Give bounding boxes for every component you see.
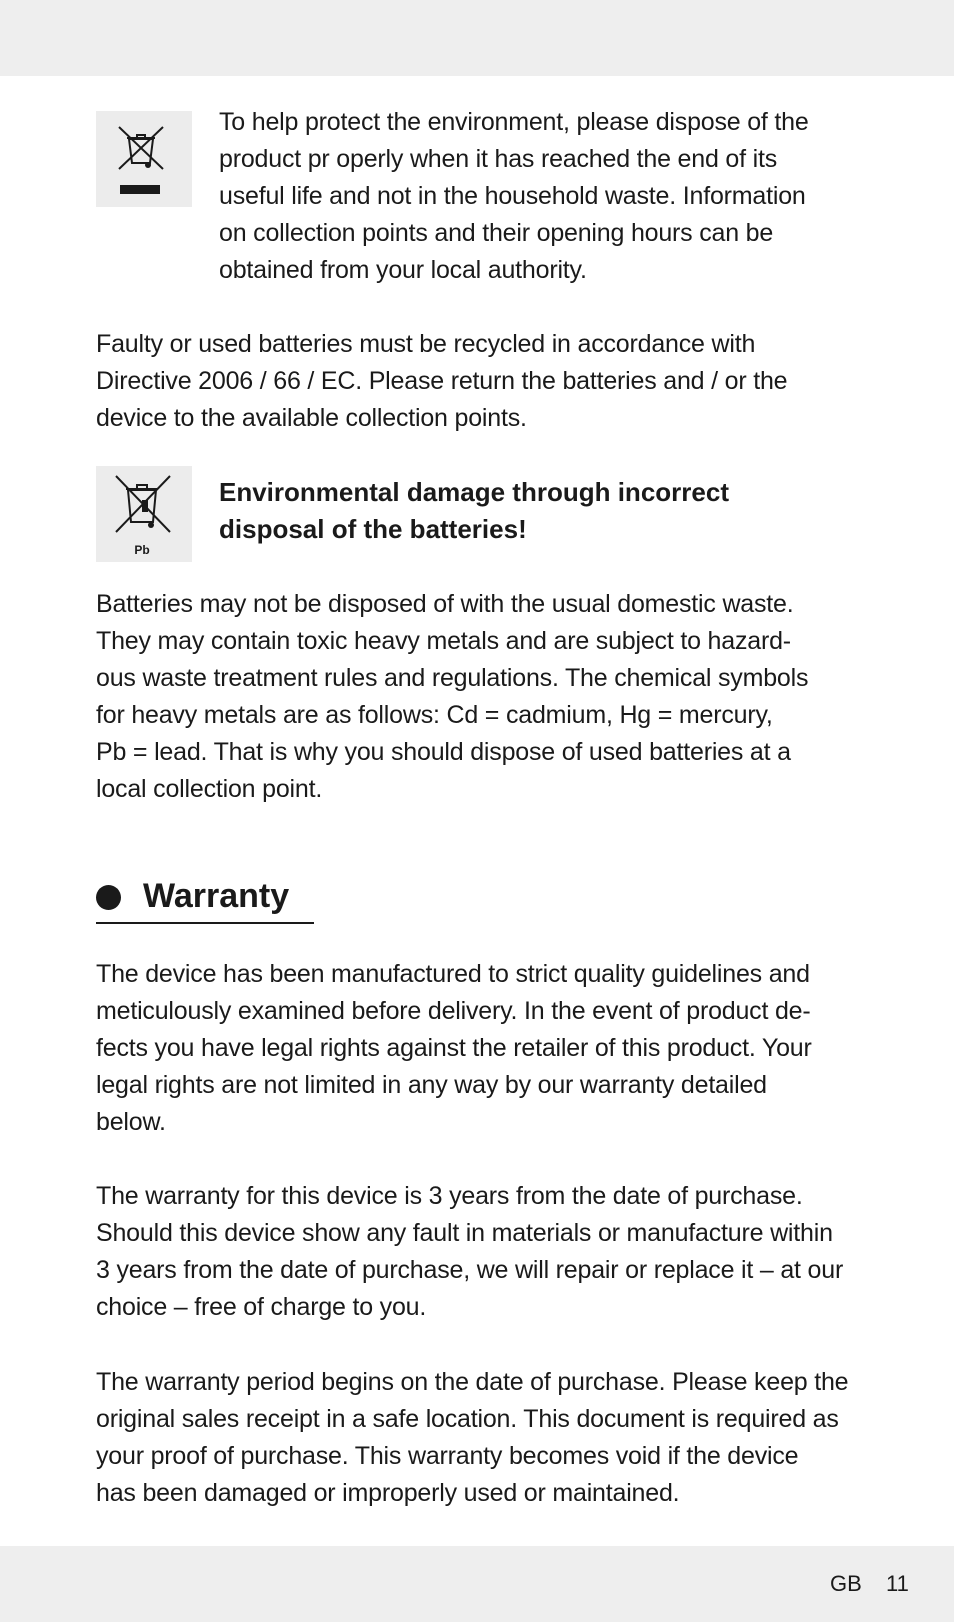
bullet-icon [96,885,121,910]
text-line: original sales receipt in a safe location. This document is required as [96,1405,839,1433]
text-line: ous waste treatment rules and regulations. The chemical symbols [96,664,809,692]
warranty-paragraph-2 [96,1178,843,1326]
weee-symbol [96,111,192,207]
crossed-out-wheelie-bin-icon [96,111,192,207]
text-line: The device has been manufactured to strict quality guidelines and [96,960,810,988]
text-line: for heavy metals are as follows: Cd = cadmium, Hg = mercury, [96,701,773,729]
footer-band [0,1546,954,1622]
text-line: Faulty or used batteries must be recycled in accordance with [96,330,756,358]
text-line: useful life and not in the household waste. Information [219,182,806,210]
warranty-paragraph-3 [96,1364,848,1512]
warranty-paragraph-1 [96,956,812,1141]
text-line: Should this device show any fault in materials or manufacture within [96,1219,833,1247]
text-line: Directive 2006 / 66 / EC. Please return the batteries and / or the [96,367,788,395]
page-number: 11 [886,1571,909,1596]
text-line: 3 years from the date of purchase, we will repair or replace it – at our [96,1256,844,1284]
text-line: fects you have legal rights against the retailer of this product. Your [96,1034,812,1062]
pb-label: Pb [134,543,150,557]
text-line: device to the available collection points. [96,404,527,432]
text-line: Batteries may not be disposed of with the usual domestic waste. [96,590,794,618]
battery-disposal-symbol [96,466,192,562]
text-line: local collection point. [96,775,323,803]
battery-warning-title [219,474,729,548]
text-line: choice – free of charge to you. [96,1293,427,1321]
text-line: They may contain toxic heavy metals and are subject to hazard- [96,627,791,655]
text-line: below. [96,1108,166,1136]
text-line: legal rights are not limited in any way by our warranty detailed [96,1071,767,1099]
text-line: has been damaged or improperly used or maintained. [96,1479,680,1507]
battery-directive-paragraph [96,326,787,437]
text-line: on collection points and their opening hours can be [219,219,774,247]
text-line: obtained from your local authority. [219,256,587,284]
text-line: product pr operly when it has reached the end of its [219,145,777,173]
warning-line: disposal of the batteries! [219,514,527,544]
warranty-section-heading [96,874,314,924]
text-line: your proof of purchase. This warranty becomes void if the device [96,1442,799,1470]
text-line: meticulously examined before delivery. In the event of product de- [96,997,811,1025]
footer-language: GB [830,1571,862,1596]
battery-info-paragraph [96,586,808,808]
header-band [0,0,954,76]
section-title: Warranty [143,877,290,915]
disposal-paragraph [219,104,809,289]
text-line: The warranty for this device is 3 years from the date of purchase. [96,1182,803,1210]
text-line: To help protect the environment, please dispose of the [219,108,809,136]
text-line: The warranty period begins on the date of purchase. Please keep the [96,1368,849,1396]
crossed-out-bin-pb-icon [96,466,192,562]
text-line: Pb = lead. That is why you should dispose of used batteries at a [96,738,791,766]
warning-line: Environmental damage through incorrect [219,477,729,507]
